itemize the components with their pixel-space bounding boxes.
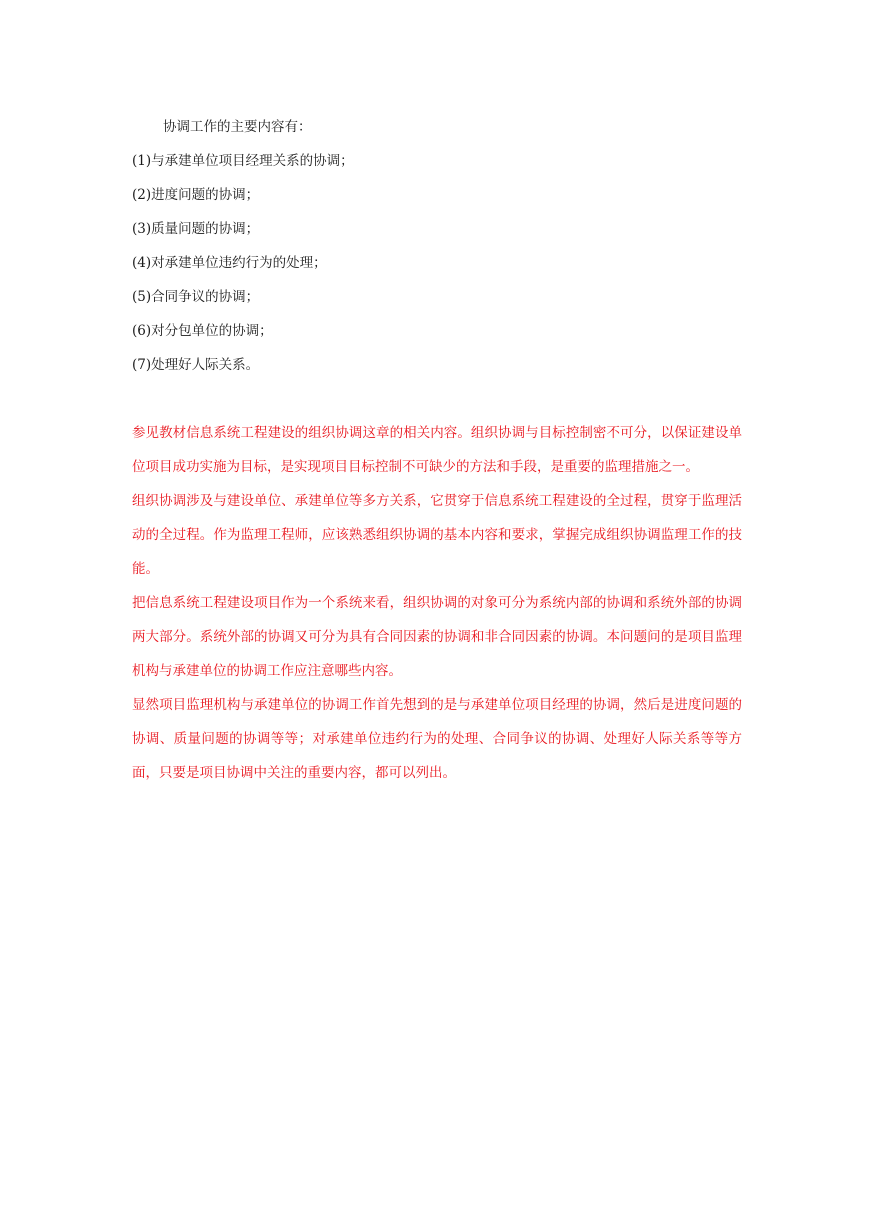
analysis-paragraph-1: 参见教材信息系统工程建设的组织协调这章的相关内容。组织协调与目标控制密不可分，以保证建设单位项目成功实施为目标，是实现项目目标控制不可缺少的方法和手段，是重要的监理措施之一。 xyxy=(132,425,742,475)
analysis-paragraph-2: 组织协调涉及与建设单位、承建单位等多方关系，它贯穿于信息系统工程建设的全过程，贯穿于监理活动的全过程。作为监理工程师，应该熟悉组织协调的基本内容和要求，掌握完成组织协调监理工作的技能。 xyxy=(132,493,742,577)
answer-item-2: (2)进度问题的协调； xyxy=(132,187,260,203)
answer-lead: 协调工作的主要内容有： xyxy=(163,119,312,135)
answer-item-6: (6)对分包单位的协调； xyxy=(132,323,273,339)
analysis-section xyxy=(132,416,742,790)
answer-item-3: (3)质量问题的协调； xyxy=(132,221,260,237)
answer-item-4: (4)对承建单位违约行为的处理； xyxy=(132,255,327,271)
answer-item-5: (5)合同争议的协调； xyxy=(132,289,260,305)
answer-section xyxy=(132,110,742,382)
analysis-paragraph-4: 显然项目监理机构与承建单位的协调工作首先想到的是与承建单位项目经理的协调，然后是进度问题的协调、质量问题的协调等等；对承建单位违约行为的处理、合同争议的协调、处理好人际关系等等方面，只要是项目协调中关注的重要内容，都可以列出。 xyxy=(132,697,742,781)
page-content xyxy=(132,110,742,790)
analysis-paragraph-3: 把信息系统工程建设项目作为一个系统来看，组织协调的对象可分为系统内部的协调和系统外部的协调两大部分。系统外部的协调又可分为具有合同因素的协调和非合同因素的协调。本问题问的是项目监理机构与承建单位的协调工作应注意哪些内容。 xyxy=(132,595,742,679)
answer-item-1: (1)与承建单位项目经理关系的协调； xyxy=(132,153,354,169)
answer-item-7: (7)处理好人际关系。 xyxy=(132,357,260,373)
